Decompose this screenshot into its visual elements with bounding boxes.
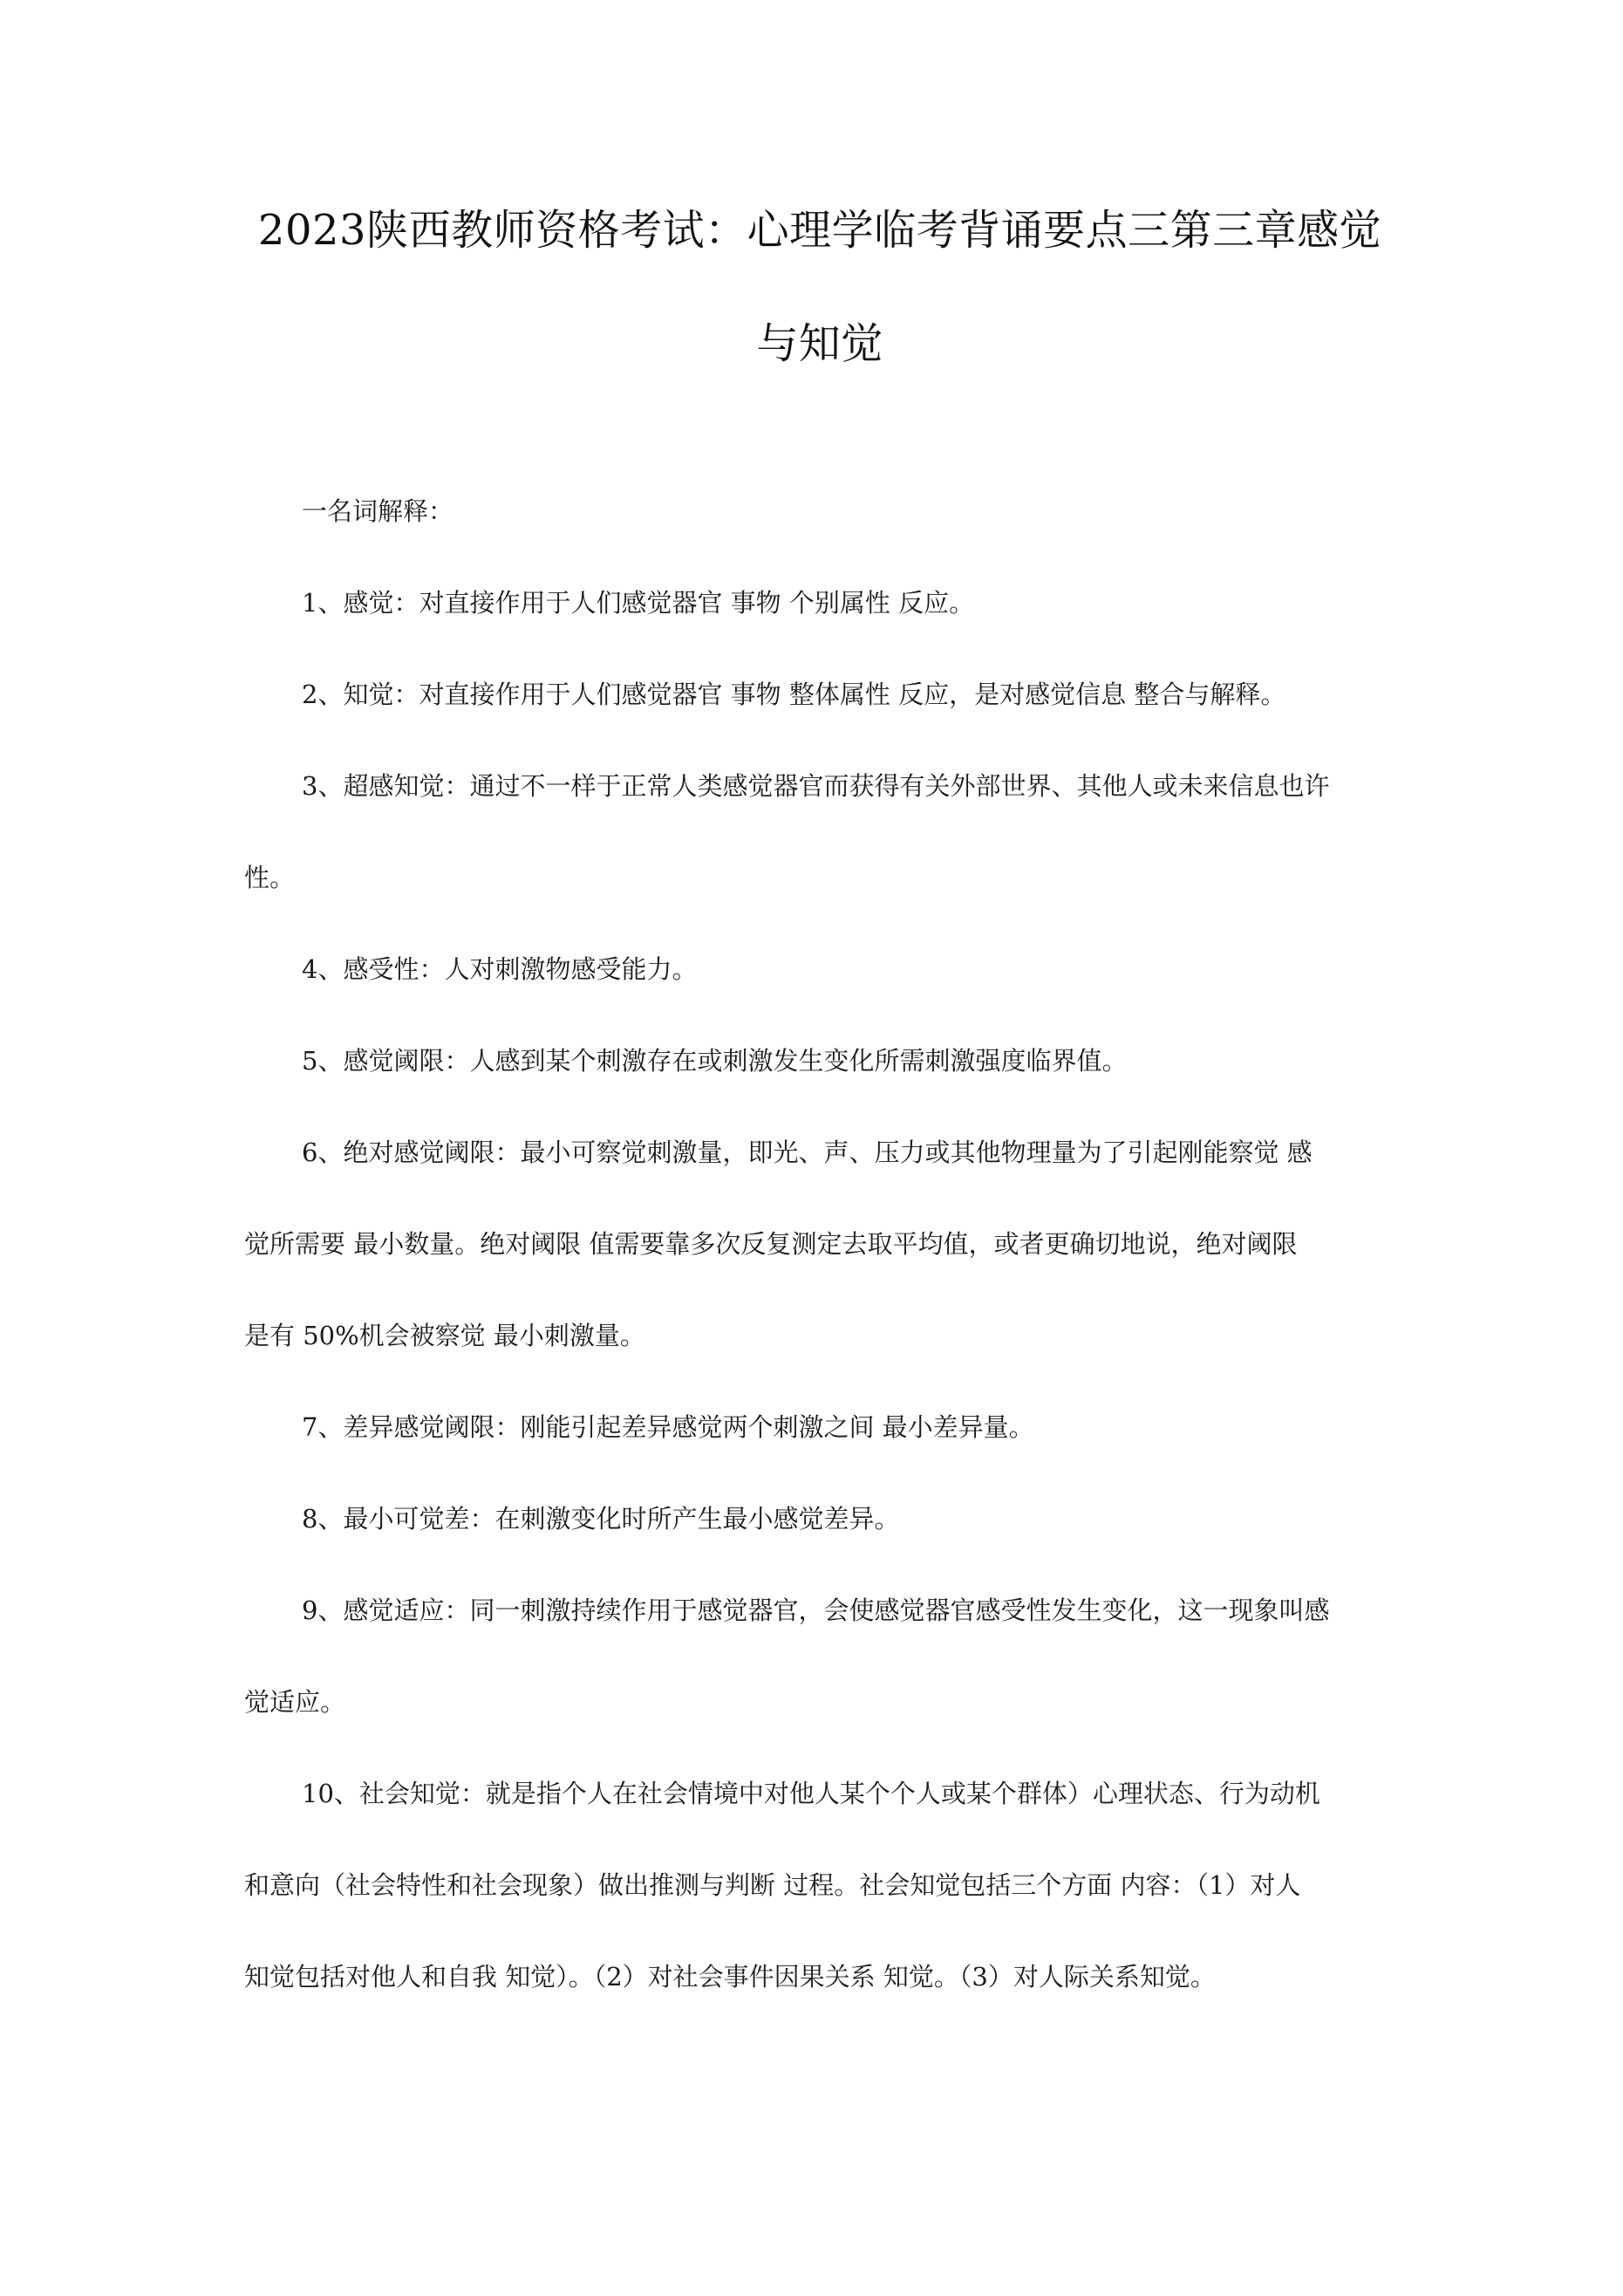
definition-3-esp-line-1: 3、超感知觉：通过不一样于正常人类感觉器官而获得有关外部世界、其他人或未来信息也许 [302, 771, 1330, 801]
document-title-line-1: 2023陕西教师资格考试：心理学临考背诵要点三第三章感觉 [257, 206, 1382, 255]
definition-3-esp-line-2: 性。 [244, 863, 296, 892]
section-heading: 一名词解释： [302, 496, 454, 526]
document-title-line-2: 与知觉 [756, 319, 883, 368]
definition-2-perception: 2、知觉：对直接作用于人们感觉器官 事物 整体属性 反应，是对感觉信息 整合与解释。 [302, 680, 1286, 709]
definition-9-adaptation-line-2: 觉适应。 [244, 1687, 346, 1717]
definition-8-jnd: 8、最小可觉差：在刺激变化时所产生最小感觉差异。 [302, 1504, 900, 1534]
definition-9-adaptation-line-1: 9、感觉适应：同一刺激持续作用于感觉器官，会使感觉器官感受性发生变化，这一现象叫感 [302, 1596, 1330, 1625]
definition-6-absolute-threshold-line-3: 是有 50%机会被察觉 最小刺激量。 [244, 1321, 645, 1350]
definition-6-absolute-threshold-line-1: 6、绝对感觉阈限：最小可察觉刺激量，即光、声、压力或其他物理量为了引起刚能察觉 感 [302, 1138, 1313, 1167]
definition-1-sensation: 1、感觉：对直接作用于人们感觉器官 事物 个别属性 反应。 [302, 588, 975, 618]
definition-10-social-perception-line-1: 10、社会知觉：就是指个人在社会情境中对他人某个个人或某个群体）心理状态、行为动机 [302, 1779, 1320, 1808]
definition-10-social-perception-line-3: 知觉包括对他人和自我 知觉）。（2）对社会事件因果关系 知觉。（3）对人际关系知觉。 [244, 1962, 1216, 1992]
definition-6-absolute-threshold-line-2: 觉所需要 最小数量。绝对阈限 值需要靠多次反复测定去取平均值，或者更确切地说，绝对阈限 [244, 1229, 1298, 1259]
definition-4-sensitivity: 4、感受性：人对刺激物感受能力。 [302, 954, 698, 984]
definition-10-social-perception-line-2: 和意向（社会特性和社会现象）做出推测与判断 过程。社会知觉包括三个方面 内容：（1）对人 [244, 1870, 1301, 1900]
definition-7-difference-threshold: 7、差异感觉阈限：刚能引起差异感觉两个刺激之间 最小差异量。 [302, 1412, 1034, 1442]
definition-5-sensory-threshold: 5、感觉阈限：人感到某个刺激存在或刺激发生变化所需刺激强度临界值。 [302, 1046, 1128, 1076]
